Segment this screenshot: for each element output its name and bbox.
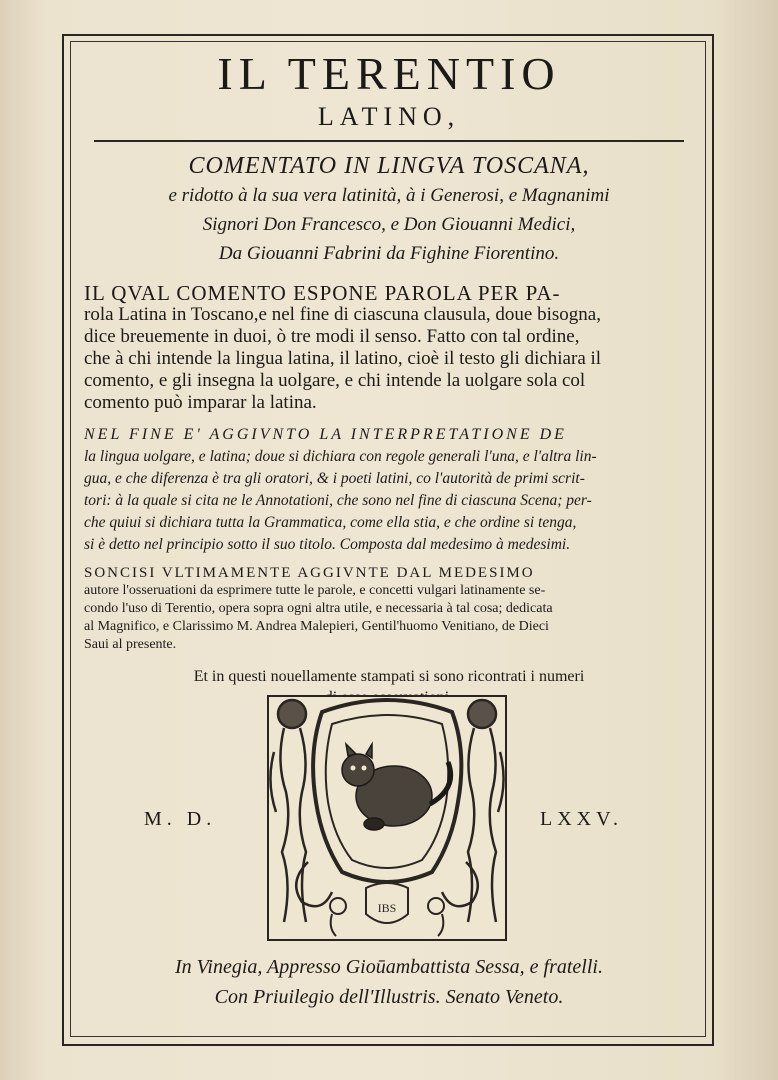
printer-device-cat-icon xyxy=(262,692,512,944)
page-title: IL TERENTIO xyxy=(217,48,561,99)
commentary-line-1: rola Latina in Toscano,e nel fine di ciascuna clausula, doue bisogna, xyxy=(84,304,601,325)
dedication-line-1: e ridotto à la sua vera latinità, à i Generosi, e Magnanimi xyxy=(168,185,610,206)
page-subtitle: LATINO, xyxy=(317,102,461,131)
observations-line-1: autore l'osseruationi da esprimere tutte le parole, e concetti vulgari latinamente se- xyxy=(84,583,546,598)
commentary-line-4: comento, e gli insegna la uolgare, e chi intende la uolgare sola col xyxy=(84,370,586,391)
interpretation-line-1: la lingua uolgare, e latina; doue si dichiara con regole generali l'una, e l'altra lin- xyxy=(84,448,597,465)
observations-line-3: al Magnifico, e Clarissimo M. Andrea Malepieri, Gentil'huomo Venitiano, de Dieci xyxy=(84,619,549,634)
date-left: M. D. xyxy=(144,808,217,830)
dedication-lead: COMENTATO IN LINGVA TOSCANA, xyxy=(188,153,590,179)
observations-lead: SONCISI VLTIMAMENTE AGGIVNTE DAL MEDESIMO xyxy=(84,565,535,581)
commentary-line-3: che à chi intende la lingua latina, il latino, cioè il testo gli dichiara il xyxy=(84,348,602,369)
dedication-line-2: Signori Don Francesco, e Don Giouanni Medici, xyxy=(202,214,576,235)
title-rule xyxy=(94,140,684,142)
commentary-lead: IL QVAL COMENTO ESPONE PAROLA PER PA- xyxy=(84,281,561,305)
commentary-paragraph xyxy=(84,282,694,414)
dedication-line-3: Da Giouanni Fabrini da Fighine Fiorentino. xyxy=(218,243,560,264)
interpretation-line-4: che quiui si dichiara tutta la Grammatica, come ella stia, e che ordine si tenga, xyxy=(84,514,577,531)
interpretation-paragraph xyxy=(84,424,694,556)
interpretation-line-3: tori: à la quale si cita ne le Annotationi, che sono nel fine di ciascuna Scena; per- xyxy=(84,492,592,509)
imprint-publisher: In Vinegia, Appresso Gioūambattista Sessa, e fratelli. xyxy=(175,956,603,978)
date-right: LXXV. xyxy=(540,808,623,830)
commentary-line-5: comento può imparar la latina. xyxy=(84,392,317,413)
commentary-line-2: dice breuemente in duoi, ò tre modi il senso. Fatto con tal ordine, xyxy=(84,326,580,347)
imprint-privilege: Con Priuilegio dell'Illustris. Senato Veneto. xyxy=(214,986,564,1008)
observations-line-2: condo l'uso di Terentio, opera sopra ogni altra utile, e necessaria à tal cosa; dedicata xyxy=(84,601,553,616)
printer-initials: IBS xyxy=(377,901,397,915)
dedication xyxy=(84,152,694,268)
interpretation-lead: NEL FINE E' AGGIVNTO LA INTERPRETATIONE DE xyxy=(84,426,567,443)
observations-paragraph xyxy=(84,564,694,654)
interpretation-line-2: gua, e che diferenza è tra gli oratori, & i poeti latini, co l'autorità de primi scrit- xyxy=(84,470,585,487)
reprint-note-line-1: Et in questi nouellamente stampati si sono ricontrati i numeri xyxy=(193,668,585,685)
interpretation-line-5: si è detto nel principio sotto il suo titolo. Composta dal medesimo à medesimi. xyxy=(84,536,571,553)
imprint xyxy=(84,952,694,1012)
title-page-text xyxy=(84,44,694,708)
observations-line-4: Saui al presente. xyxy=(84,637,177,652)
